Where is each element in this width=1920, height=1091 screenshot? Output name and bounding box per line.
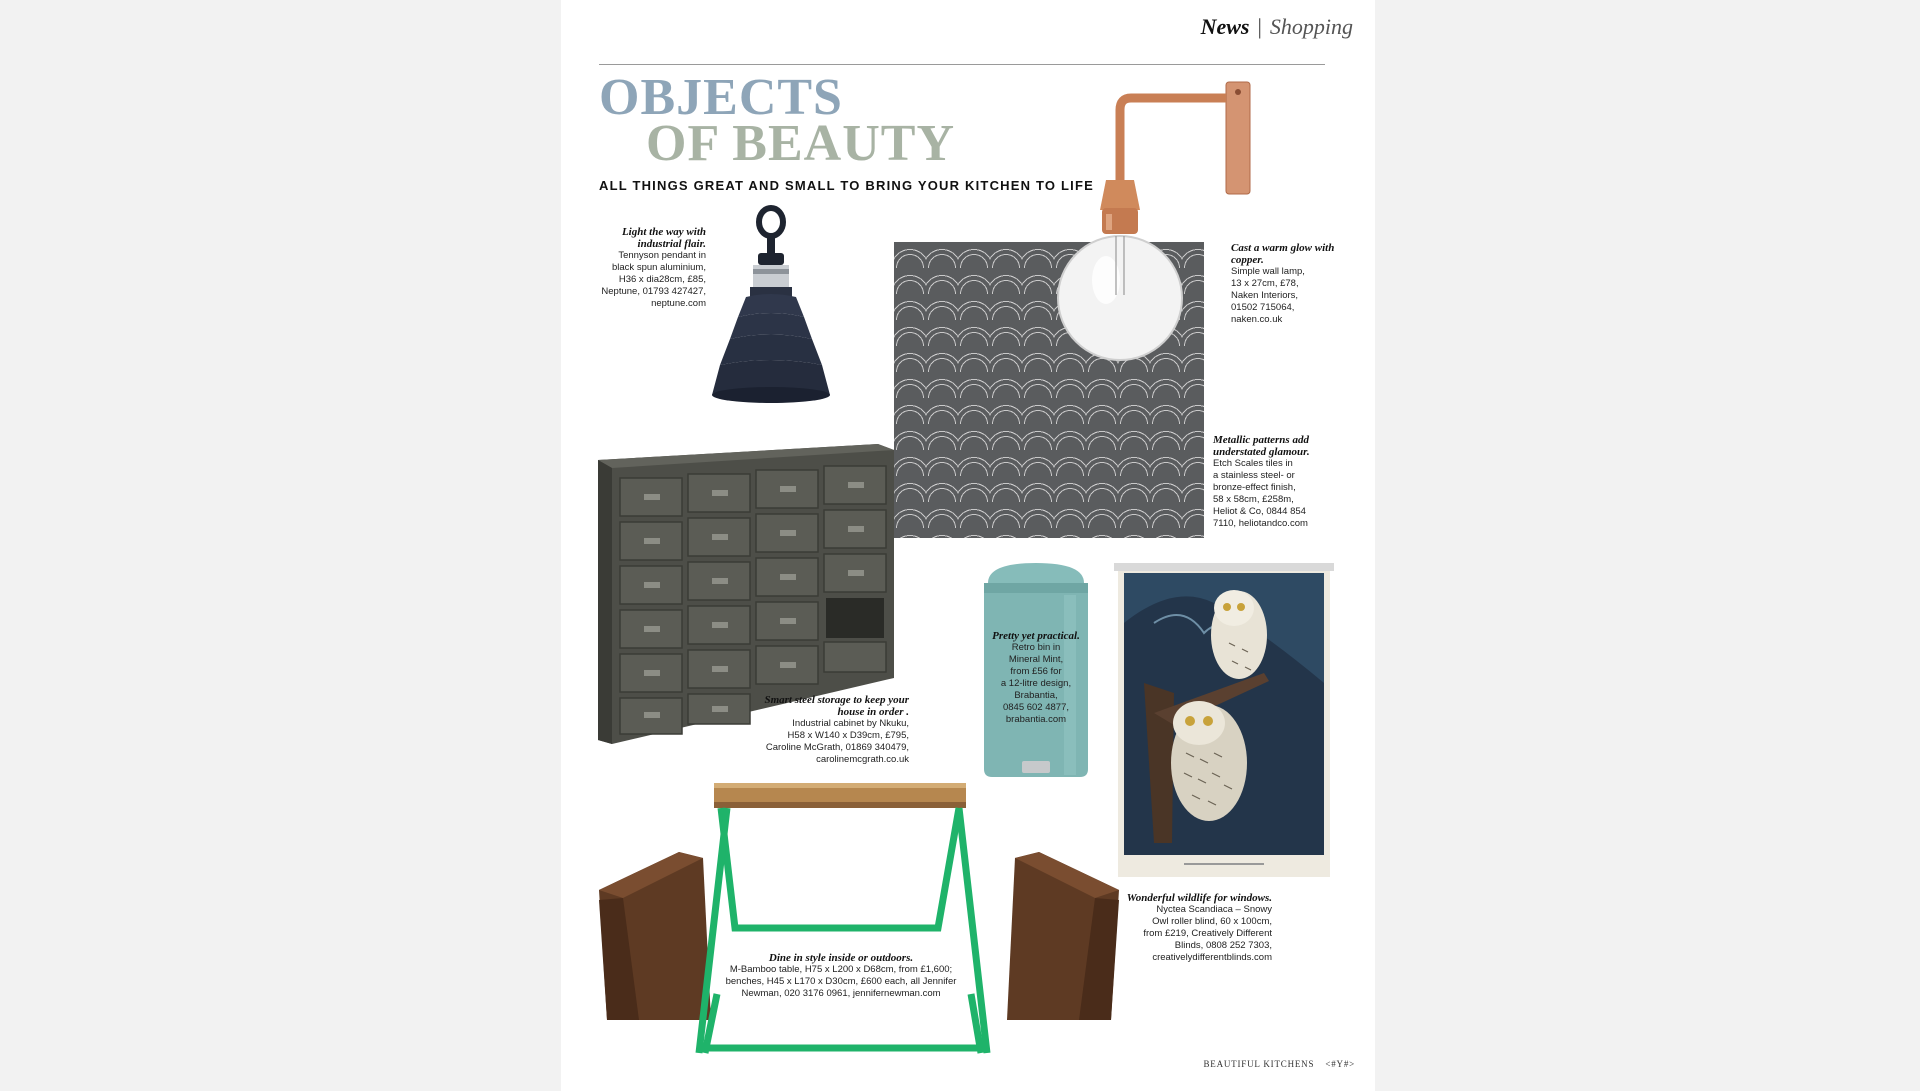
cabinet-caption-line: Industrial cabinet by Nkuku, bbox=[792, 718, 909, 729]
bin-caption bbox=[981, 630, 1091, 726]
wall-lamp-caption-line: 13 x 27cm, £78, bbox=[1231, 278, 1299, 289]
tiles-caption-line: a stainless steel- or bbox=[1213, 470, 1295, 481]
pendant-lamp-image bbox=[706, 205, 836, 430]
bin-caption-line: a 12-litre design, bbox=[1000, 678, 1072, 689]
cabinet-caption-line: carolinemcgrath.co.uk bbox=[816, 754, 909, 765]
tiles-caption-line: 58 x 58cm, £258m, bbox=[1213, 494, 1294, 505]
pendant-caption-line: Neptune, 01793 427427, bbox=[601, 286, 706, 297]
wall-lamp-caption-heading: Cast a warm glow with copper. bbox=[1231, 242, 1335, 266]
wall-lamp-caption bbox=[1231, 242, 1351, 326]
pendant-caption-heading: Light the way with industrial flair. bbox=[621, 226, 706, 250]
title-line-1: OBJECTS bbox=[599, 69, 843, 126]
blind-caption-heading: Wonderful wildlife for windows. bbox=[1126, 892, 1272, 904]
pendant-caption bbox=[601, 226, 706, 310]
page-footer bbox=[1203, 1059, 1355, 1069]
tiles-caption-line: Etch Scales tiles in bbox=[1213, 458, 1293, 469]
bamboo-table-benches-image bbox=[599, 780, 1219, 1055]
bin-caption-line: Mineral Mint, bbox=[1008, 654, 1064, 665]
bin-caption-line: Retro bin in bbox=[1011, 642, 1061, 653]
table-caption-line: M-Bamboo table, H75 x L200 x D68cm, from £1,600; bbox=[729, 964, 953, 975]
cabinet-caption-line: Caroline McGrath, 01869 340479, bbox=[765, 742, 909, 753]
copper-wall-lamp-image bbox=[1076, 80, 1256, 360]
magazine-page bbox=[561, 0, 1375, 1091]
bin-caption-line: brabantia.com bbox=[1005, 714, 1067, 725]
bin-caption-line: Brabantia, bbox=[1014, 690, 1058, 701]
section-shopping: Shopping bbox=[1269, 14, 1353, 39]
table-caption-line: benches, H45 x L170 x D30cm, £600 each, all Jennifer bbox=[725, 976, 957, 987]
blind-caption-line: Blinds, 0808 252 7303, bbox=[1174, 940, 1272, 951]
pendant-caption-line: black spun aluminium, bbox=[612, 262, 706, 273]
tiles-caption bbox=[1213, 434, 1333, 530]
tiles-caption-heading: Metallic patterns add understated glamour. bbox=[1213, 434, 1310, 458]
wall-lamp-caption-line: Simple wall lamp, bbox=[1231, 266, 1305, 277]
blind-caption-line: Nyctea Scandiaca – Snowy bbox=[1156, 904, 1272, 915]
table-caption-line: Newman, 020 3176 0961, jennifernewman.com bbox=[741, 988, 941, 999]
wall-lamp-caption-line: naken.co.uk bbox=[1231, 314, 1283, 325]
page-subtitle: ALL THINGS GREAT AND SMALL TO BRING YOUR KITCHEN TO LIFE bbox=[599, 178, 1095, 193]
table-caption bbox=[711, 952, 971, 1000]
wall-lamp-caption-line: Naken Interiors, bbox=[1231, 290, 1299, 301]
cabinet-caption-heading: Smart steel storage to keep your house in order . bbox=[764, 694, 909, 718]
tiles-caption-line: 7110, heliotandco.com bbox=[1213, 518, 1308, 529]
pendant-caption-line: Tennyson pendant in bbox=[618, 250, 706, 261]
blind-caption-line: from £219, Creatively Different bbox=[1143, 928, 1272, 939]
cabinet-caption-line: H58 x W140 x D39cm, £795, bbox=[787, 730, 909, 741]
pendant-caption-line: H36 x dia28cm, £85, bbox=[618, 274, 706, 285]
section-news: News bbox=[1200, 14, 1250, 39]
page-number: <#Y#> bbox=[1325, 1059, 1355, 1069]
pendant-caption-line: neptune.com bbox=[651, 298, 706, 309]
magazine-name: BEAUTIFUL KITCHENS bbox=[1203, 1059, 1315, 1069]
table-caption-heading: Dine in style inside or outdoors. bbox=[768, 952, 914, 964]
bin-caption-heading: Pretty yet practical. bbox=[992, 630, 1080, 642]
section-header bbox=[561, 14, 1353, 40]
header-rule bbox=[599, 64, 1325, 65]
tiles-caption-line: Heliot & Co, 0844 854 bbox=[1213, 506, 1306, 517]
blind-caption-line: creativelydifferentblinds.com bbox=[1152, 952, 1272, 963]
bin-caption-line: from £56 for bbox=[1010, 666, 1062, 677]
tiles-caption-line: bronze-effect finish, bbox=[1213, 482, 1296, 493]
bin-caption-line: 0845 602 4877, bbox=[1002, 702, 1070, 713]
cabinet-caption bbox=[741, 694, 909, 766]
title-line-2: OF BEAUTY bbox=[646, 115, 955, 172]
wall-lamp-caption-line: 01502 715064, bbox=[1231, 302, 1295, 313]
header-separator: | bbox=[1257, 14, 1262, 39]
blind-caption-line: Owl roller blind, 60 x 100cm, bbox=[1152, 916, 1272, 927]
